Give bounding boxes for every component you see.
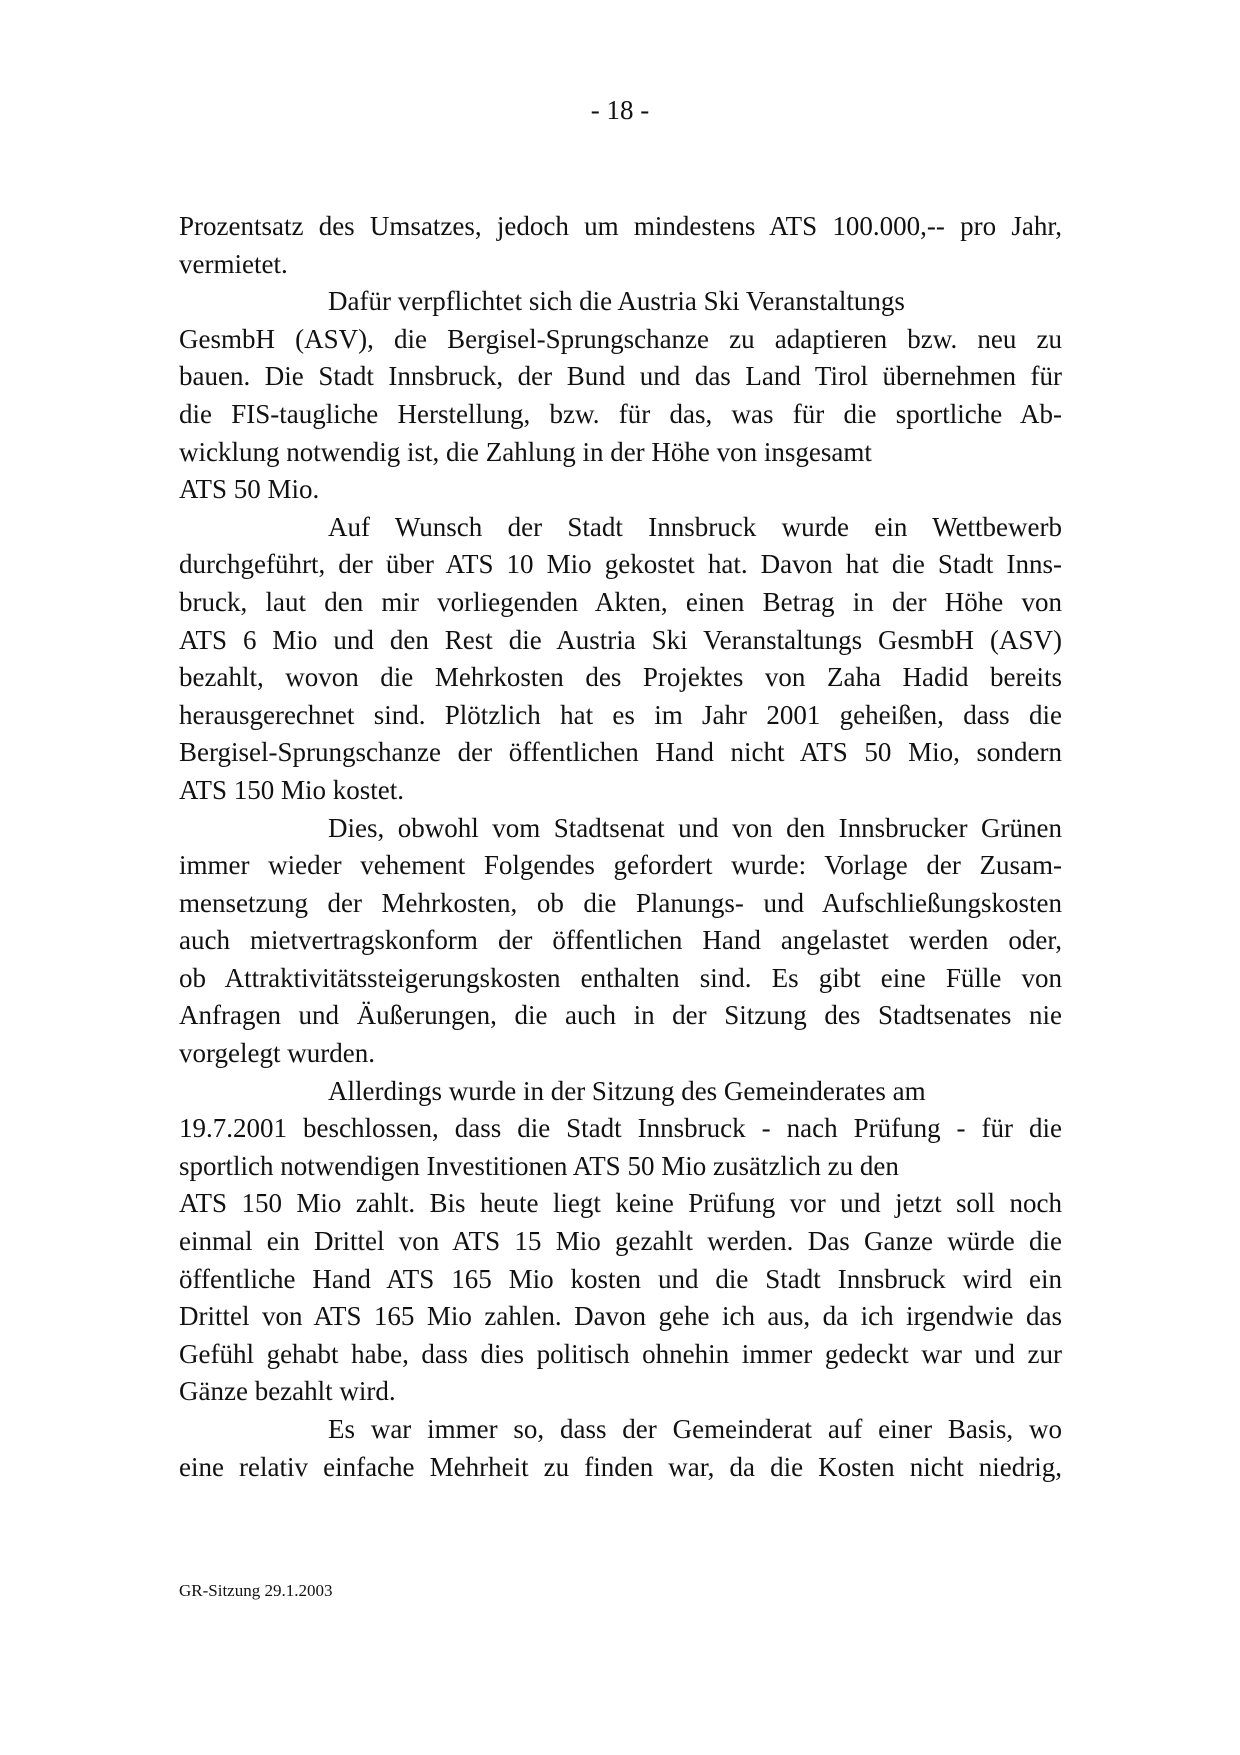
text-line: sportlich notwendigen Investitionen ATS 50 Mio zusätzlich zu den	[179, 1150, 899, 1181]
text-line: auch mietvertragskonform der öffentlichen Hand angelastet werden oder,	[179, 925, 1062, 956]
text-line: 19.7.2001 beschlossen, dass die Stadt Innsbruck - nach Prüfung - für die	[179, 1113, 1062, 1144]
page-number: - 18 -	[590, 95, 650, 125]
text-line: wicklung notwendig ist, die Zahlung in der Höhe von insgesamt	[179, 436, 872, 467]
text-line: ATS 150 Mio zahlt. Bis heute liegt keine Prüfung vor und jetzt soll noch	[179, 1188, 1062, 1219]
text-line: Gänze bezahlt wird.	[179, 1376, 396, 1407]
text-line: Bergisel-Sprungschanze der öffentlichen Hand nicht ATS 50 Mio, sondern	[179, 737, 1062, 768]
footer: GR-Sitzung 29.1.2003	[179, 1581, 333, 1600]
text-line: ob Attraktivitätssteigerungskosten enthalten sind. Es gibt eine Fülle von	[179, 962, 1062, 993]
text-line: Dafür verpflichtet sich die Austria Ski Veranstaltungs	[328, 286, 905, 317]
text-line: ATS 6 Mio und den Rest die Austria Ski Veranstaltungs GesmbH (ASV)	[179, 624, 1062, 655]
text-line: Anfragen und Äußerungen, die auch in der Sitzung des Stadtsenates nie	[179, 1000, 1062, 1031]
paragraph	[179, 283, 1062, 509]
text-line: GesmbH (ASV), die Bergisel-Sprungschanze zu adaptieren bzw. neu zu	[179, 323, 1062, 354]
text-line: bezahlt, wovon die Mehrkosten des Projektes von Zaha Hadid bereits	[179, 662, 1062, 693]
text-line: Auf Wunsch der Stadt Innsbruck wurde ein Wettbewerb	[328, 511, 1062, 542]
paragraph	[179, 509, 1062, 810]
text-line: durchgeführt, der über ATS 10 Mio gekostet hat. Davon hat die Stadt Inns-	[179, 549, 1062, 580]
text-line: eine relativ einfache Mehrheit zu finden war, da die Kosten nicht niedrig,	[179, 1451, 1062, 1482]
text-line: vermietet.	[179, 248, 288, 279]
text-line: einmal ein Drittel von ATS 15 Mio gezahlt werden. Das Ganze würde die	[179, 1226, 1062, 1257]
text-line: Gefühl gehabt habe, dass dies politisch ohnehin immer gedeckt war und zur	[179, 1338, 1062, 1369]
text-line: ATS 50 Mio.	[179, 474, 320, 505]
text-line: immer wieder vehement Folgendes gefordert wurde: Vorlage der Zusam-	[179, 850, 1062, 881]
text-line: mensetzung der Mehrkosten, ob die Planungs- und Aufschließungskosten	[179, 887, 1062, 918]
text-line: Es war immer so, dass der Gemeinderat auf einer Basis, wo	[328, 1414, 1062, 1444]
paragraph	[179, 810, 1062, 1073]
paragraph	[179, 208, 1062, 283]
text-line: vorgelegt wurden.	[179, 1038, 375, 1069]
text-line: Prozentsatz des Umsatzes, jedoch um mindestens ATS 100.000,-- pro Jahr,	[179, 211, 1062, 241]
text-line: Drittel von ATS 165 Mio zahlen. Davon gehe ich aus, da ich irgendwie das	[179, 1301, 1062, 1332]
text-line: bauen. Die Stadt Innsbruck, der Bund und das Land Tirol übernehmen für	[179, 361, 1062, 392]
text-line: bruck, laut den mir vorliegenden Akten, einen Betrag in der Höhe von	[179, 586, 1062, 617]
text-line: öffentliche Hand ATS 165 Mio kosten und die Stadt Innsbruck wird ein	[179, 1263, 1062, 1294]
paragraph	[179, 1073, 1062, 1411]
text-line: die FIS-taugliche Herstellung, bzw. für das, was für die sportliche Ab-	[179, 398, 1062, 429]
text-line: herausgerechnet sind. Plötzlich hat es im Jahr 2001 geheißen, dass die	[179, 699, 1062, 730]
text-line: Allerdings wurde in der Sitzung des Gemeinderates am	[328, 1075, 926, 1106]
paragraph	[179, 1411, 1062, 1486]
text-line: ATS 150 Mio kostet.	[179, 774, 405, 805]
text-line: Dies, obwohl vom Stadtsenat und von den Innsbrucker Grünen	[328, 812, 1062, 843]
body-text	[179, 208, 1062, 1486]
